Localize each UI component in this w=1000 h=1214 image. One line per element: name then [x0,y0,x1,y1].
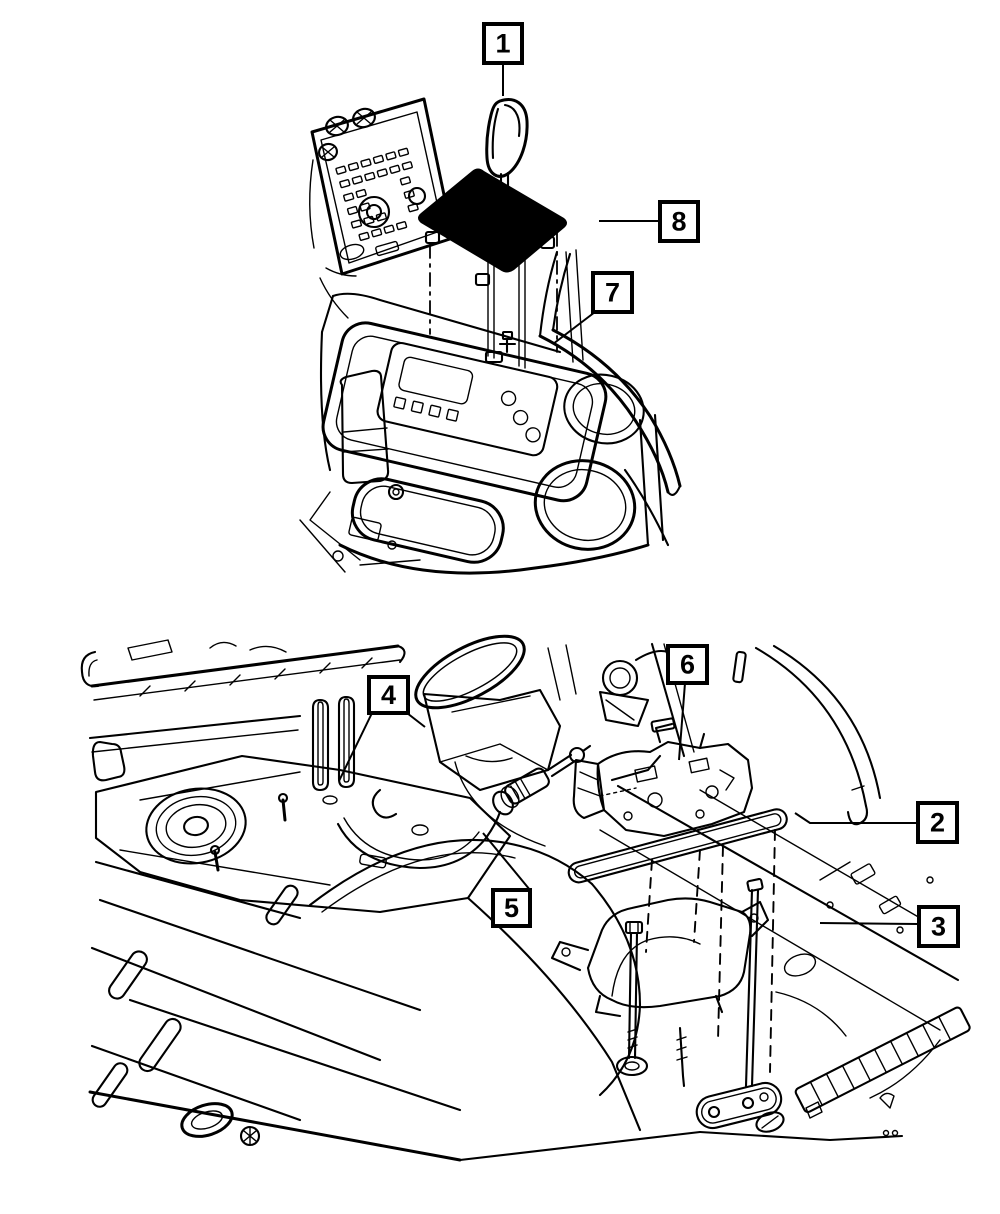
shift-cable [338,746,590,868]
callout-number-7: 7 [604,277,621,308]
floor-pan-right [600,786,971,1140]
frame-rails [82,640,405,780]
callout-number-5: 5 [503,893,520,923]
tunnel [310,762,640,1130]
gearshift-assembly [566,718,789,884]
callout-leader-7 [553,312,595,344]
callout-number-3: 3 [930,911,947,942]
callout-leader-2 [795,813,918,823]
callout-leader-3 [820,923,919,924]
top-illustration [300,99,680,573]
callout-number-2: 2 [929,807,946,838]
floor-slots [313,697,354,790]
mounting-bolts [617,879,785,1132]
callout-number-1: 1 [495,28,511,59]
floor-pan-left [96,756,510,912]
callout-layer [339,24,958,946]
callout-leader-4-2 [407,713,425,727]
callout-number-8: 8 [671,206,687,237]
callout-number-4: 4 [380,680,397,710]
mounting-bracket [552,898,768,1016]
shifter-bezel [418,169,567,286]
callout-number-6: 6 [679,649,696,680]
